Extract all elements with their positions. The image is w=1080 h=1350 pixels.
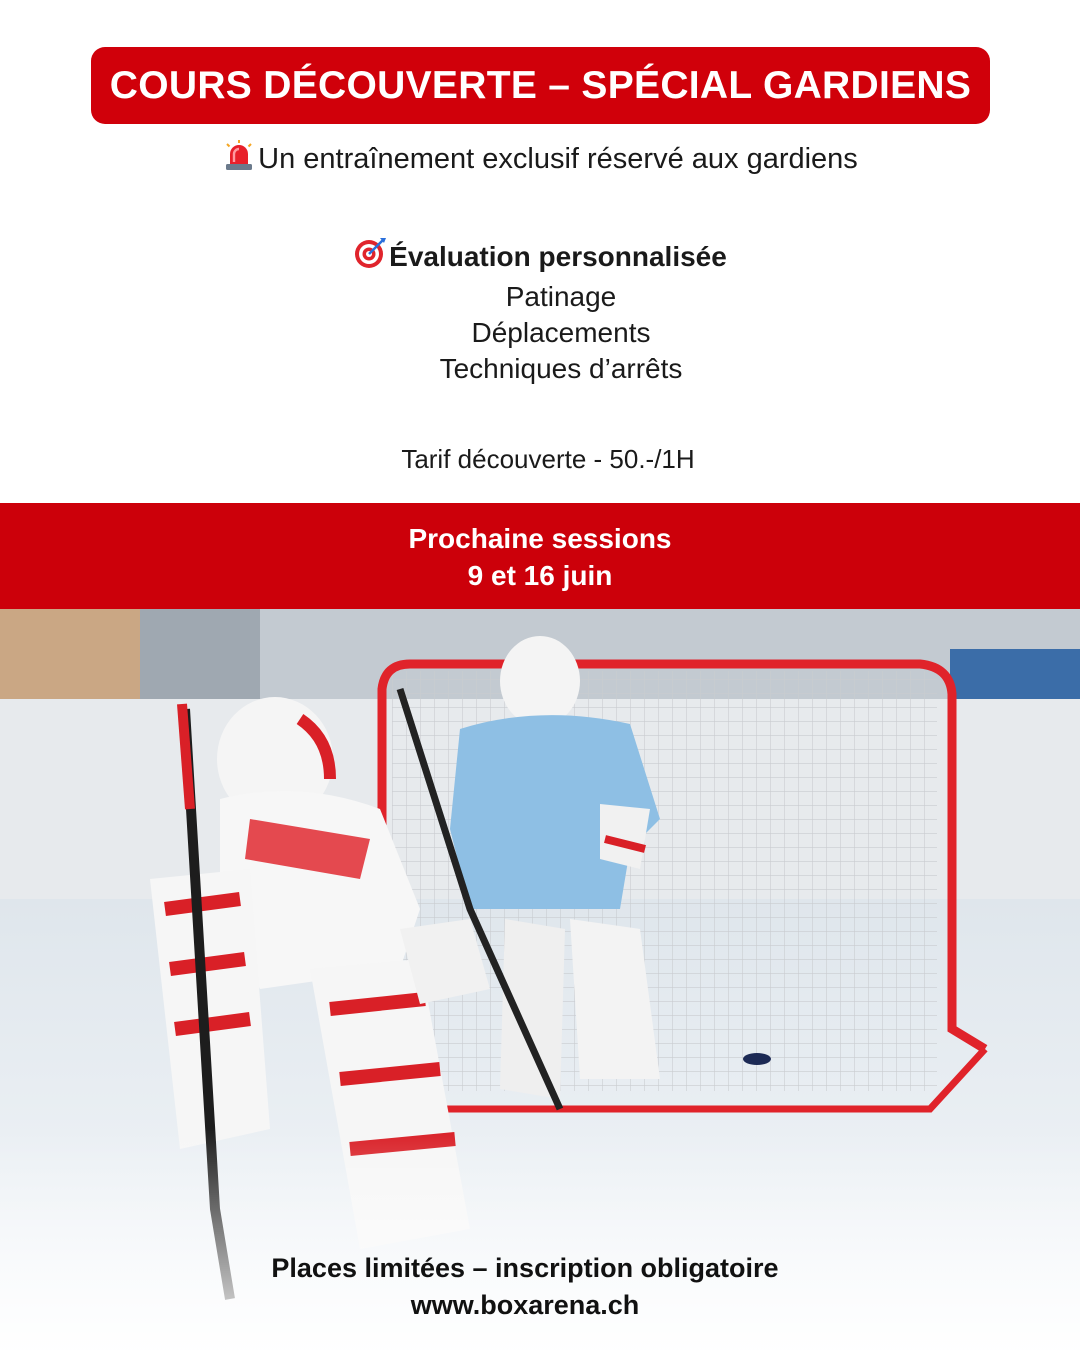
footer: [0, 1250, 1050, 1324]
hockey-goalies-photo: [0, 609, 1080, 1350]
footer-notice: Places limitées – inscription obligatoire: [271, 1253, 779, 1283]
features-list: [0, 236, 1080, 387]
target-icon: [353, 236, 387, 279]
features-heading: Évaluation personnalisée: [389, 241, 727, 272]
subtitle: [0, 138, 1080, 180]
sessions-title: Prochaine sessions: [408, 523, 672, 554]
website-link[interactable]: www.boxarena.ch: [410, 1290, 640, 1320]
list-item: Déplacements: [471, 317, 651, 348]
features-heading-row: [0, 236, 1080, 279]
subtitle-text: Un entraînement exclusif réservé aux gardiens: [258, 143, 858, 175]
sessions-banner: [0, 503, 1080, 609]
list-item: Patinage: [505, 281, 617, 312]
siren-icon: [222, 138, 256, 180]
title-banner: [91, 47, 990, 124]
price-text: Tarif découverte - 50.-/1H: [401, 444, 695, 474]
page-title: COURS DÉCOUVERTE – SPÉCIAL GARDIENS: [109, 63, 972, 107]
list-item: Techniques d’arrêts: [439, 353, 683, 384]
sessions-dates: 9 et 16 juin: [467, 560, 613, 591]
